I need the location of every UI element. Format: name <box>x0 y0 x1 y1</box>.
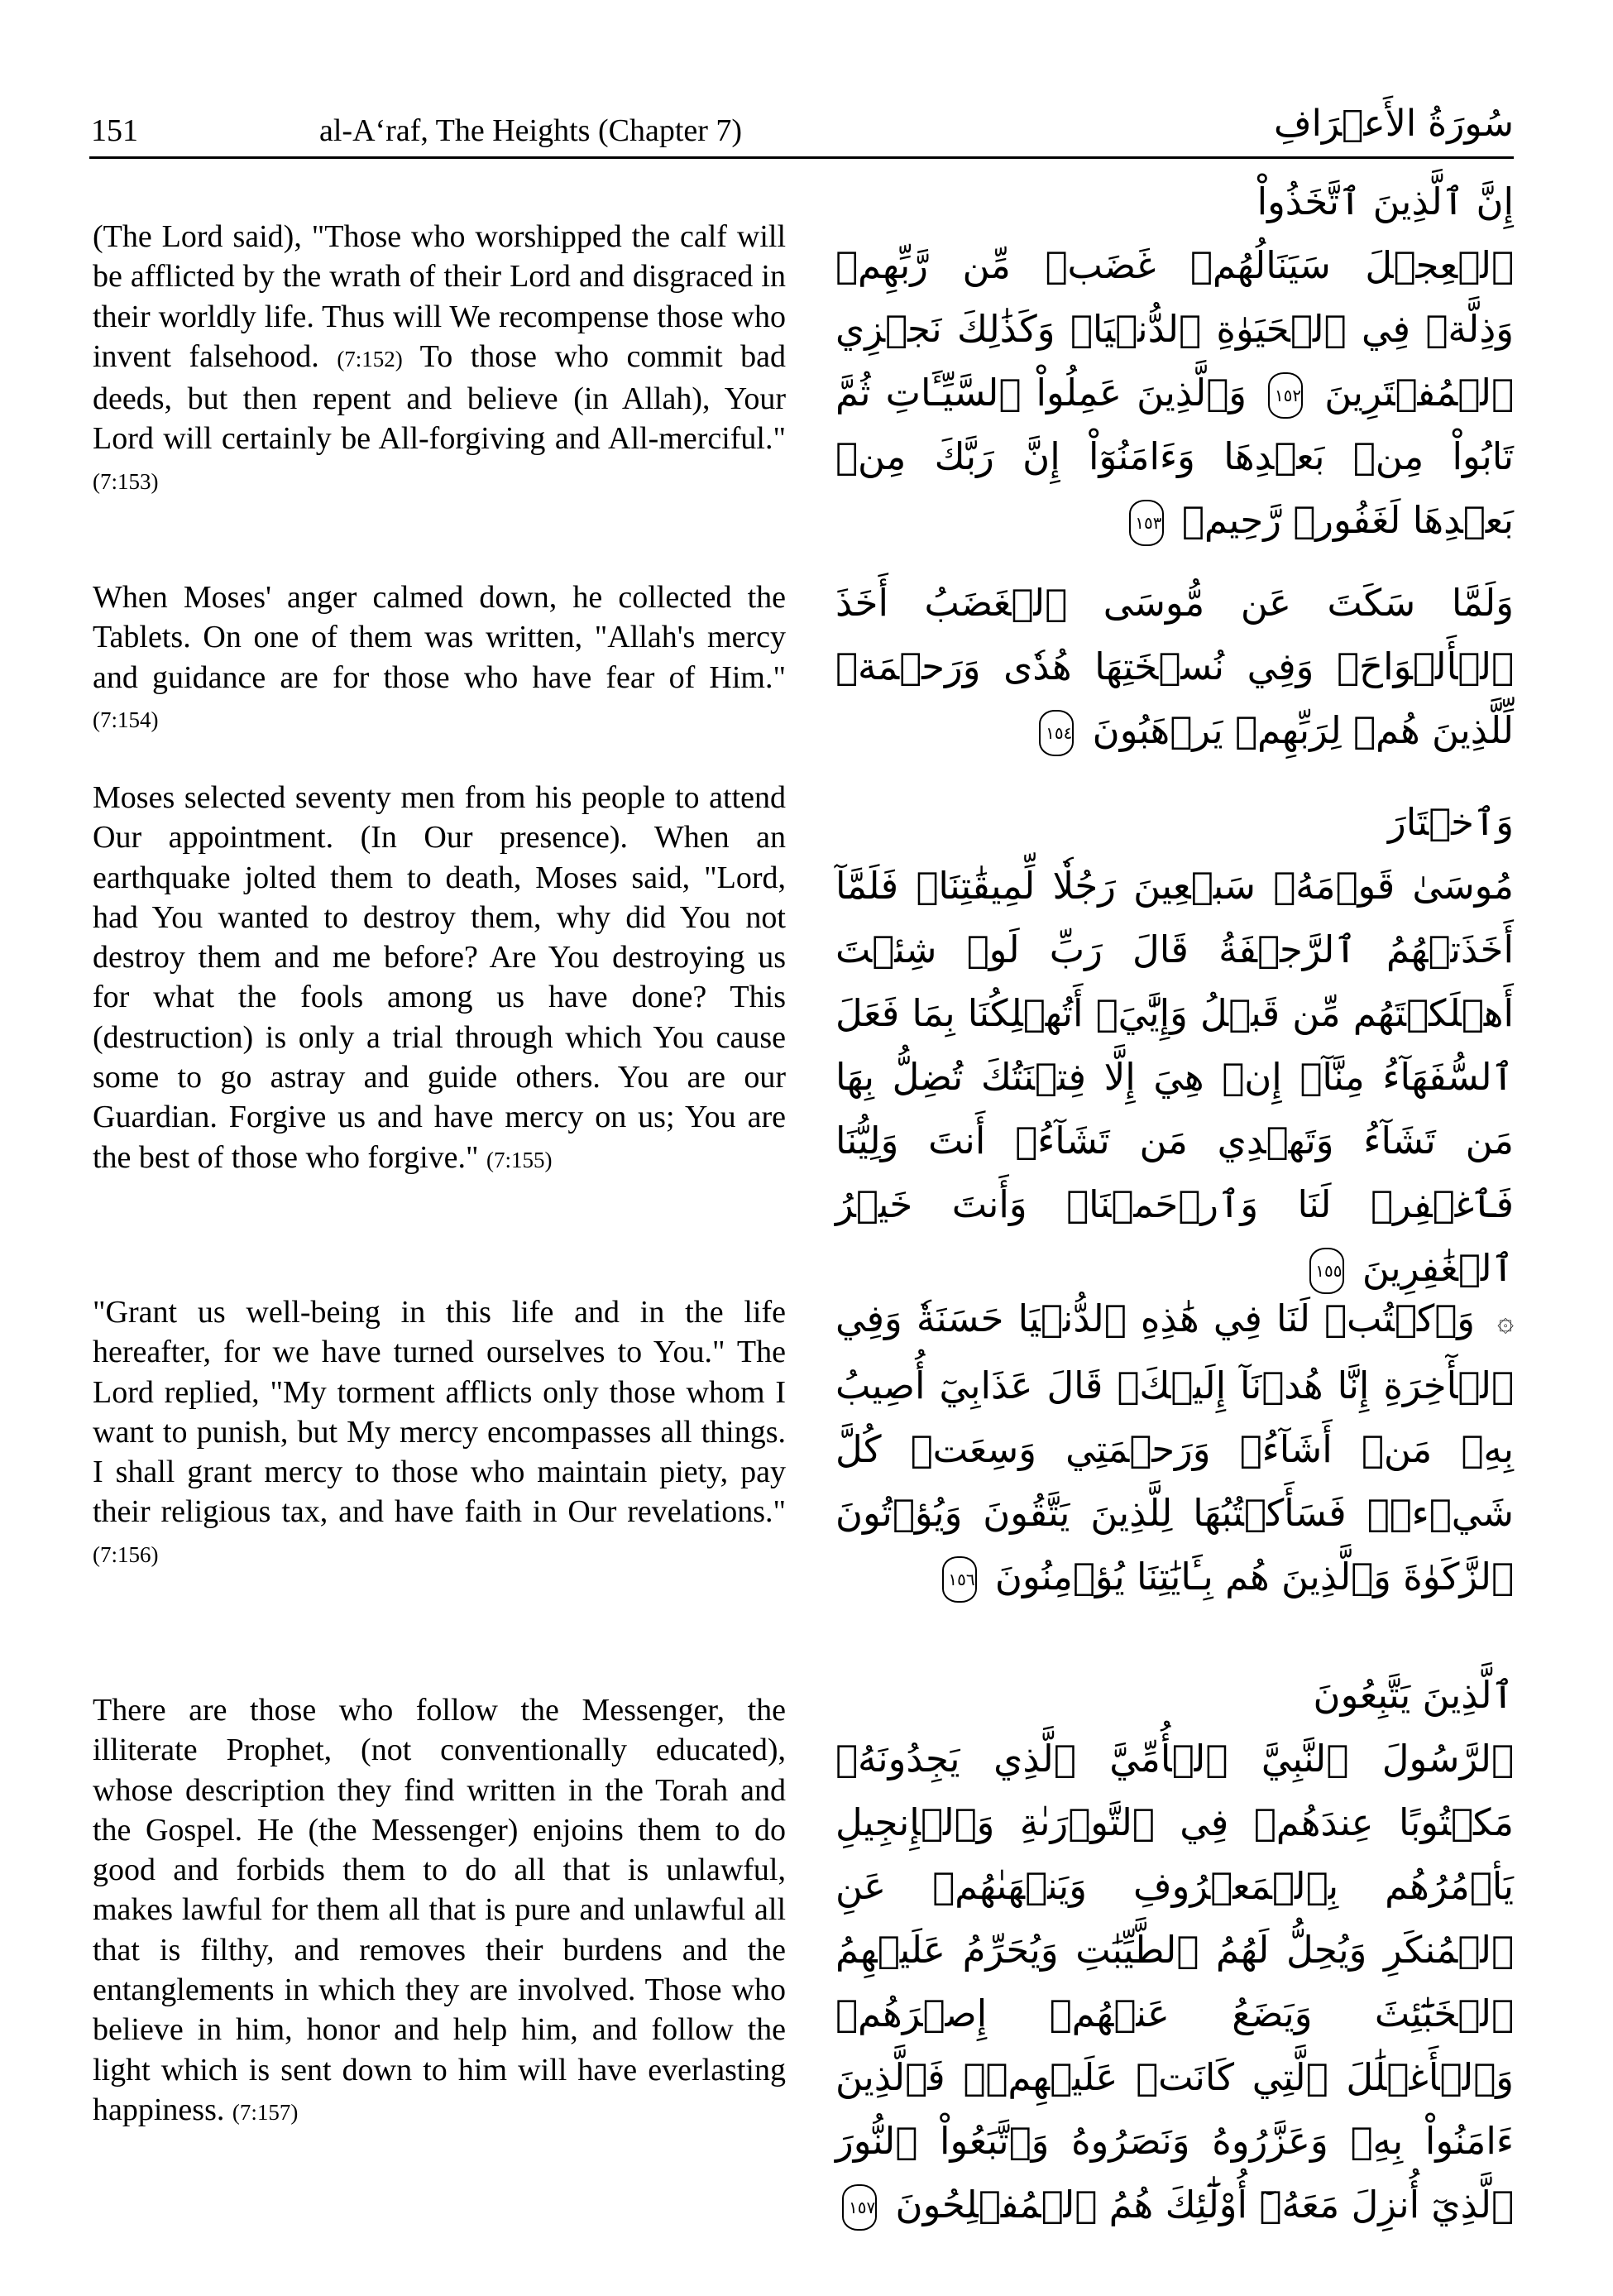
verse-end-marker-icon: ١٥٤ <box>1039 710 1074 756</box>
verse-end-marker-icon: ١٥٧ <box>842 2184 877 2231</box>
arabic-verse-text: مُوسَىٰ قَوۡمَهُۥ سَبۡعِينَ رَجُلٗا لِّمِيقَٰتِنَاۖ فَلَمَّآ أَخَذَتۡهُمُ ٱلرَّجۡفَةُ قَالَ رَبِّ لَوۡ شِئۡتَ أَهۡلَكۡتَهُم مِّن قَبۡلُ وَإِيَّٰيَۖ أَتُهۡلِكُنَا بِمَا فَعَلَ ٱلسُّفَهَآءُ مِنَّآۖ إِنۡ هِيَ إِلَّا فِتۡنَتُكَ تُضِلُّ بِهَا مَن تَشَآءُ وَتَهۡدِي مَن تَشَآءُۖ أَنتَ وَلِيُّنَا فَٱغۡفِرۡ لَنَا وَٱرۡحَمۡنَاۖ وَأَنتَ خَيۡرُ ٱلۡغَٰفِرِينَ <box>835 864 1514 1290</box>
page-header <box>89 103 1514 159</box>
translation-text: "Grant us well-being in this life and in the life hereafter, for we have turned ourselves to You." The Lord replied, "My torment afflicts only those whom I want to punish, but My mercy encompasses all things. I shall grant mercy to those who maintain piety, pay their religious tax, and have faith in Our revelations." <box>93 1295 786 1530</box>
arabic-lead-words: ٱلَّذِينَ يَتَّبِعُونَ <box>1313 1673 1514 1717</box>
page-number: 151 <box>91 113 138 148</box>
arabic-verse-text: وَٱلَّذِينَ عَمِلُواْ ٱلسَّيِّـَٔاتِ ثُمَّ تَابُواْ مِنۢ بَعۡدِهَا وَءَامَنُوٓاْ إِنَّ رَبَّكَ مِنۢ بَعۡدِهَا لَغَفُورٞ رَّحِيمٞ <box>835 371 1514 542</box>
verse-reference: (7:157) <box>232 2099 299 2125</box>
translation-7-154 <box>93 578 786 740</box>
translation-text: There are those who follow the Messenger, the illiterate Prophet, (not conventionally educated), whose description they find written in the Torah and the Gospel. He (the Messenger) enjoins them to do good and forbids them to do all that is unlawful, makes lawful for them all that is pure and unlawful all that is filthy, and removes their burdens and the entanglements in which they are involved. Those who believe in him, honor and help him, and follow the light which is sent down to him will have everlasting happiness. <box>93 1693 786 2127</box>
arabic-lead-words: إِنَّ ٱلَّذِينَ ٱتَّخَذُواْ <box>1256 180 1514 223</box>
arabic-verse-text: ٱلۡعِجۡلَ سَيَنَالُهُمۡ غَضَبٞ مِّن رَّبِّهِمۡ وَذِلَّةٞ فِي ٱلۡحَيَوٰةِ ٱلدُّنۡيَاۚ وَكَذَٰلِكَ نَجۡزِي ٱلۡمُفۡتَرِينَ <box>835 243 1514 415</box>
arabic-7-155 <box>835 790 1514 1300</box>
arabic-verse-text: ٱلرَّسُولَ ٱلنَّبِيَّ ٱلۡأُمِّيَّ ٱلَّذِي يَجِدُونَهُۥ مَكۡتُوبًا عِندَهُمۡ فِي ٱلتَّوۡرَىٰةِ وَٱلۡإِنجِيلِ يَأۡمُرُهُم بِٱلۡمَعۡرُوفِ وَيَنۡهَىٰهُمۡ عَنِ ٱلۡمُنكَرِ وَيُحِلُّ لَهُمُ ٱلطَّيِّبَٰتِ وَيُحَرِّمُ عَلَيۡهِمُ ٱلۡخَبَٰٓئِثَ وَيَضَعُ عَنۡهُمۡ إِصۡرَهُمۡ وَٱلۡأَغۡلَٰلَ ٱلَّتِي كَانَتۡ عَلَيۡهِمۡۚ فَٱلَّذِينَ ءَامَنُواْ بِهِۦ وَعَزَّرُوهُ وَنَصَرُوهُ وَٱتَّبَعُواْ ٱلنُّورَ ٱلَّذِيٓ أُنزِلَ مَعَهُۥٓ أُوْلَٰٓئِكَ هُمُ ٱلۡمُفۡلِحُونَ <box>835 1737 1514 2226</box>
verse-end-marker-icon: ١٥٢ <box>1268 372 1303 419</box>
translation-7-155 <box>93 778 786 1180</box>
verse-reference: (7:154) <box>93 707 159 732</box>
verse-end-marker-icon: ١٥٦ <box>942 1556 977 1603</box>
verse-end-marker-icon: ١٥٣ <box>1129 500 1164 546</box>
verse-reference: (7:152) <box>337 346 403 371</box>
arabic-lead-words: وَٱخۡتَارَ <box>1388 800 1514 844</box>
arabic-verse-text: وَلَمَّا سَكَتَ عَن مُّوسَى ٱلۡغَضَبُ أَخَذَ ٱلۡأَلۡوَاحَۖ وَفِي نُسۡخَتِهَا هُدٗى وَرَحۡمَةٞ لِّلَّذِينَ هُمۡ لِرَبِّهِمۡ يَرۡهَبُونَ <box>835 581 1514 752</box>
translation-text: To those who commit bad deeds, but then repent and believe (in Allah), Your Lord will certainly be All-forgiving and All-merciful." <box>93 338 786 457</box>
arabic-verse-text: وَٱكۡتُبۡ لَنَا فِي هَٰذِهِ ٱلدُّنۡيَا حَسَنَةٗ وَفِي ٱلۡأٓخِرَةِ إِنَّا هُدۡنَآ إِلَيۡكَۚ قَالَ عَذَابِيٓ أُصِيبُ بِهِۦ مَنۡ أَشَآءُۖ وَرَحۡمَتِي وَسِعَتۡ كُلَّ شَيۡءٖۚ فَسَأَكۡتُبُهَا لِلَّذِينَ يَتَّقُونَ وَيُؤۡتُونَ ٱلزَّكَوٰةَ وَٱلَّذِينَ هُم بِـَٔايَٰتِنَا يُؤۡمِنُونَ <box>835 1297 1514 1599</box>
verse-reference: (7:153) <box>93 468 159 494</box>
translation-text: When Moses' anger calmed down, he collected the Tablets. On one of them was written, "Allah's mercy and guidance are for those who have fear of Him." <box>93 580 786 695</box>
verse-end-marker-icon: ١٥٥ <box>1309 1248 1344 1294</box>
verse-reference: (7:155) <box>486 1147 553 1172</box>
translation-text: (The Lord said), "Those who worshipped the calf will be afflicted by the wrath of their Lord and disgraced in their worldly life. Thus will We recompense those who invent falsehood. <box>93 219 786 374</box>
translation-text: Moses selected seventy men from his people to attend Our appointment. (In Our presence). When an earthquake jolted them to death, Moses said, "Lord, had You wanted to destroy them, why did You not destroy them and me before? Are You destroying us for what the fools among us have done? This (destruction) is only a trial through which You cause some to go astray and guide others. You are our Guardian. Forgive us and have mercy on us; You are the best of those who forgive." <box>93 780 786 1175</box>
translation-7-152-153 <box>93 217 786 501</box>
translation-7-157 <box>93 1690 786 2132</box>
verse-reference: (7:156) <box>93 1541 159 1567</box>
translation-7-156 <box>93 1292 786 1575</box>
running-title: al-A‘raf, The Heights (Chapter 7) <box>319 113 743 148</box>
arabic-7-154 <box>835 571 1514 762</box>
header-divider <box>89 156 1514 159</box>
arabic-7-157 <box>835 1663 1514 2236</box>
arabic-7-152-153 <box>835 170 1514 552</box>
rub-el-hizb-icon: ۞ <box>1497 1304 1514 1338</box>
surah-title-arabic: سُورَةُ الأَعۡرَافِ <box>1274 103 1514 145</box>
arabic-7-156 <box>835 1287 1514 1608</box>
